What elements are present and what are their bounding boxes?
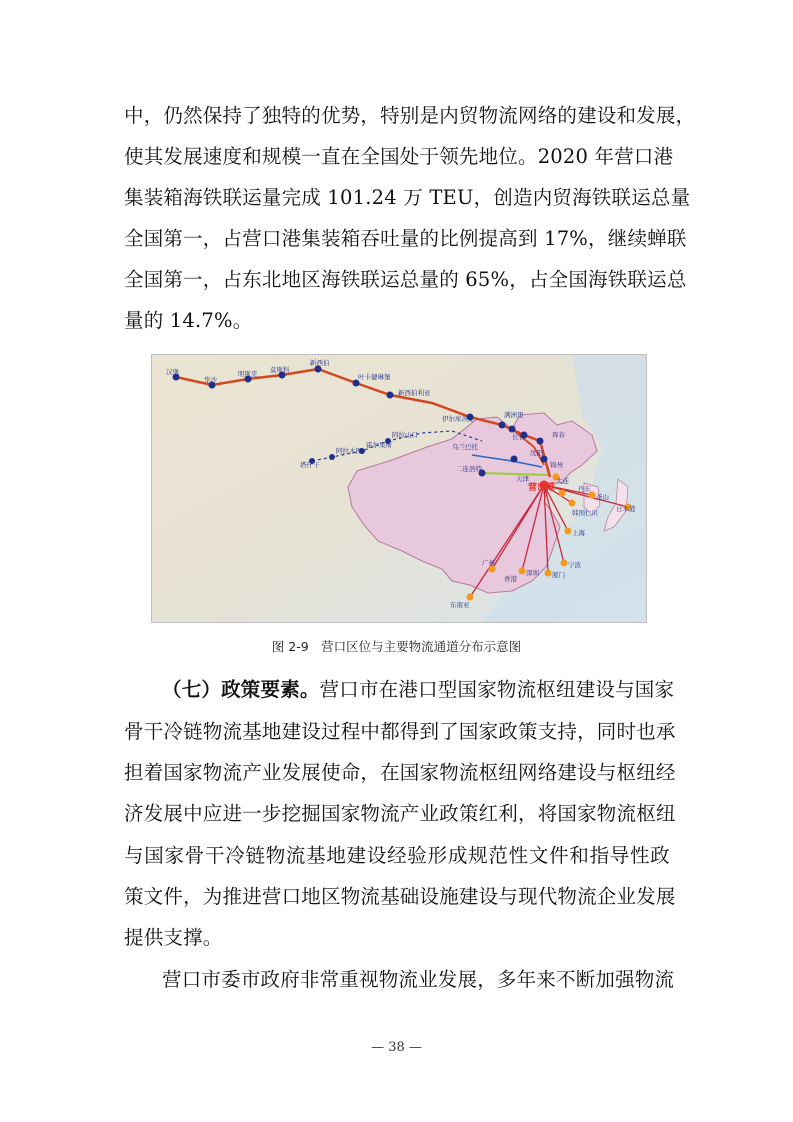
map-label: 汉堡 bbox=[166, 368, 179, 376]
map-label: 新西伯利亚 bbox=[398, 389, 431, 397]
body-text-line: 量的 14.7%。 bbox=[124, 309, 253, 332]
map-label: 塔什干 bbox=[300, 461, 320, 469]
map-label: 满洲里 bbox=[504, 411, 524, 419]
map-label: 大连 bbox=[556, 477, 569, 485]
body-text-line: 营口市委市政府非常重视物流业发展，多年来不断加强物流 bbox=[162, 968, 675, 991]
yingkou-label: 营口港 bbox=[528, 483, 556, 493]
page-number: — 38 — bbox=[371, 1040, 422, 1055]
body-text-line: 骨干冷链物流基地建设过程中都得到了国家政策支持，同时也承 bbox=[124, 720, 676, 743]
map-label: 丹东 bbox=[578, 485, 591, 493]
map-label: 乌兰巴托 bbox=[452, 443, 478, 451]
figure-caption: 图 2-9 营口区位与主要物流通道分布示意图 bbox=[271, 639, 522, 654]
map-label: 宁波 bbox=[568, 561, 581, 569]
body-text-line: 集装箱海铁联运量完成 101.24 万 TEU，创造内贸海铁联运总量 bbox=[124, 186, 691, 209]
body-text-line: 策文件，为推进营口地区物流基础设施建设与现代物流企业发展 bbox=[124, 885, 676, 908]
map-label: 深圳 bbox=[526, 569, 539, 577]
map-label: 新西伯 bbox=[310, 359, 330, 367]
map-label: 二连浩特 bbox=[456, 465, 482, 473]
body-text-line: 与国家骨干冷链物流基地建设经验形成规范性文件和指导性政 bbox=[124, 844, 670, 867]
map-label: 香港 bbox=[504, 575, 517, 583]
map-label: 霍尔果斯 bbox=[366, 441, 392, 449]
map-label: 韩国仁川 bbox=[572, 509, 598, 517]
map-label: 厦门 bbox=[552, 571, 565, 579]
body-text-line bbox=[162, 676, 675, 704]
map-label: 珲春 bbox=[552, 431, 565, 439]
map-label: 伊尔库茨克 bbox=[442, 415, 475, 423]
map-label: 东南亚 bbox=[450, 601, 470, 609]
map-label: 上海 bbox=[572, 529, 585, 537]
map-label: 沈阳 bbox=[530, 449, 543, 457]
map-label: 阿拉木图 bbox=[336, 447, 362, 455]
body-text-line: 济发展中应进一步挖掘国家物流产业政策红利，将国家物流枢纽 bbox=[124, 802, 676, 825]
map-label: 叶卡捷琳堡 bbox=[358, 373, 391, 381]
map-label: 天津 bbox=[516, 475, 529, 483]
map-label: 锦州 bbox=[550, 461, 563, 469]
map-label: 广州 bbox=[482, 559, 495, 567]
map-label: 长春 bbox=[512, 433, 525, 441]
map-label: 阿拉山口 bbox=[392, 431, 418, 439]
body-text-line: 中，仍然保持了独特的优势，特别是内贸物流网络的建设和发展， bbox=[124, 104, 696, 127]
body-text-line: 提供支撑。 bbox=[124, 926, 223, 949]
map-label: 莫斯科 bbox=[270, 366, 290, 374]
map-label: 华沙 bbox=[204, 376, 217, 384]
body-text-line: 使其发展速度和规模一直在全国处于领先地位。2020 年营口港 bbox=[124, 145, 674, 168]
section-heading: （七）政策要素。 bbox=[162, 678, 320, 701]
map-label: 明斯克 bbox=[238, 370, 258, 378]
body-text-line: 全国第一，占营口港集装箱吞吐量的比例提高到 17%，继续蝉联 bbox=[124, 227, 687, 250]
map-label: 日本港 bbox=[616, 505, 636, 513]
map-label: 釜山 bbox=[596, 493, 609, 501]
body-text-line: 全国第一，占东北地区海铁联运总量的 65%，占全国海铁联运总 bbox=[124, 268, 687, 291]
body-text-line: 担着国家物流产业发展使命，在国家物流枢纽网络建设与枢纽经 bbox=[124, 761, 676, 784]
logistics-map-figure bbox=[151, 354, 647, 623]
section-text: 营口市在港口型国家物流枢纽建设与国家 bbox=[319, 678, 675, 701]
